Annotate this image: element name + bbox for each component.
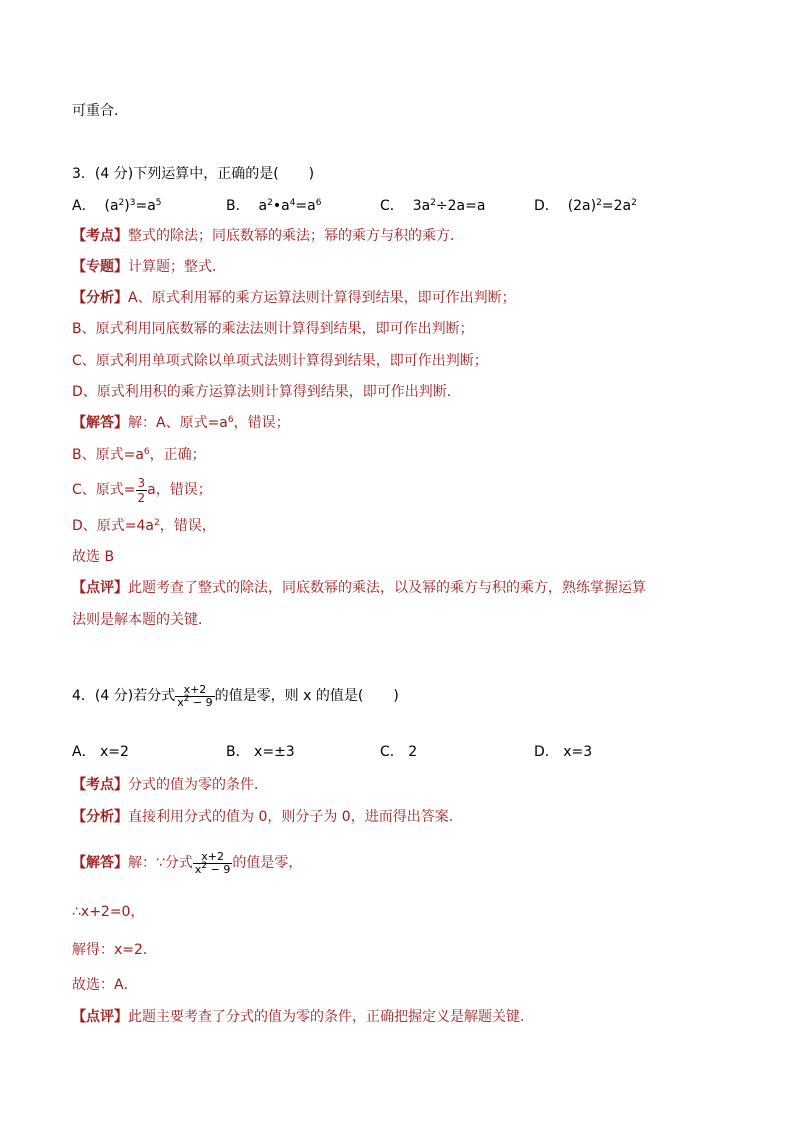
q4-option-c: C． 2	[380, 744, 418, 760]
fraction-three-halves: $\frac{3}{2}$	[137, 475, 146, 505]
q4-fenxi: 【分析】直接利用分式的值为 0，则分子为 0，进而得出答案．	[72, 809, 463, 825]
previous-answer-tail: 可重合.	[72, 103, 119, 119]
fraction-x-plus-2-over-x-squared-minus-9-solution: $\frac{x+2}{x^2 - 9}$	[194, 849, 231, 876]
q3-jieda-3: C、原式= $\frac{3}{2}$ a，错误；	[72, 475, 212, 505]
q3-dianping-1: 【点评】此题考查了整式的除法，同底数幂的乘法，以及幂的乘方与积的乘方，熟练掌握运算	[72, 580, 646, 596]
q3-fenxi-4: D、原式利用积的乘方运算法则计算得到结果，即可作出判断．	[72, 384, 461, 400]
q3-option-a: A． $(a^2)^3=a^5$	[72, 198, 162, 214]
q4-step-1: ∴x+2=0，	[72, 904, 145, 920]
q4-option-a: A． x=2	[72, 744, 129, 760]
q3-fenxi-1: 【分析】A、原式利用幂的乘方运算法则计算得到结果，即可作出判断；	[72, 290, 516, 306]
q4-option-d: D． x=3	[534, 744, 593, 760]
q3-kaodian: 【考点】整式的除法；同底数幂的乘法；幂的乘方与积的乘方．	[72, 228, 464, 244]
q3-answer: 故选 B	[72, 549, 115, 565]
q3-jieda-4: D、原式$=4a^2$，错误，	[72, 518, 216, 534]
q3-option-d: D． $(2a)^2=2a^2$	[534, 198, 637, 214]
q3-fenxi-2: B、原式利用同底数幂的乘法法则计算得到结果，即可作出判断；	[72, 321, 474, 337]
fraction-x-plus-2-over-x-squared-minus-9: $\frac{x+2}{x^2 - 9}$	[177, 682, 213, 709]
q4-answer: 故选：A．	[72, 977, 138, 993]
q3-fenxi-3: C、原式利用单项式除以单项式法则计算得到结果，即可作出判断；	[72, 353, 488, 369]
q3-option-c: C． $3a^2\div 2a=a$	[380, 198, 486, 214]
q4-stem: 4．(4 分)若分式 $\frac{x+2}{x^2 - 9}$ 的值是零，则 x 的值是( )	[72, 682, 399, 709]
q4-step-2: 解得：x=2．	[72, 942, 157, 958]
q4-option-b: B． x=±3	[226, 744, 295, 760]
q3-stem: 3．(4 分)下列运算中，正确的是( )	[72, 166, 315, 182]
q3-option-b: B． $a^2•a^4=a^6$	[226, 198, 322, 214]
q3-jieda-2: B、原式$=a^6$，正确；	[72, 447, 206, 463]
q4-jieda: 【解答】解：∵分式 $\frac{x+2}{x^2 - 9}$ 的值是零，	[72, 849, 303, 876]
q3-zhuanti: 【专题】计算题；整式．	[72, 259, 226, 275]
q4-kaodian: 【考点】分式的值为零的条件．	[72, 777, 268, 793]
q4-dianping: 【点评】此题主要考查了分式的值为零的条件，正确把握定义是解题关键．	[72, 1009, 534, 1025]
q3-jieda-1: 【解答】解：A、原式$=a^6$，错误；	[72, 415, 290, 431]
q3-dianping-2: 法则是解本题的关键．	[72, 612, 212, 628]
